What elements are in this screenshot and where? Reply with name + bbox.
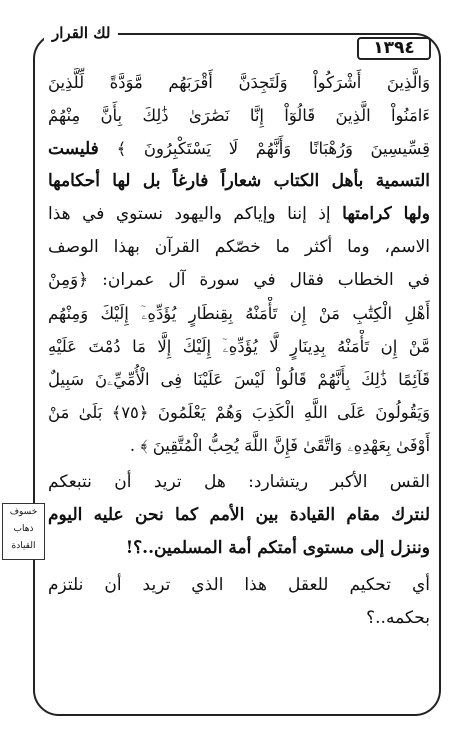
paragraph-line: القس الأكبر ريتشارد: هل تريد أن نتبعكم [48,472,430,492]
verse-text: قِسِّيسِينَ وَرُهْبَانًا وَأَنَّهُمْ لَا يَسْتَكْبِرُونَ ﴾ [116,139,430,158]
page-number: ١٣٩٤ [357,37,431,60]
verse-line: وَيَقُولُونَ عَلَى اللَّهِ الْكَذِبَ وَهُمْ يَعْلَمُونَ ﴿٧٥﴾ بَلَىٰ مَنْ [48,403,430,422]
margin-note-line: خسوف [9,507,38,517]
commentary-text: إذ إننا وإياكم واليهود نستوي في هذا [48,204,331,224]
paragraph-line: لنترك مقام القيادة بين الأمم كما نحن عليه اليوم [48,505,430,525]
commentary-line: الاسم، وما أكثر ما خصّكم القرآن بهذا الوصف [48,237,430,257]
mixed-line [48,198,430,231]
paragraph-line: وننزل إلى مستوى أمتكم أمة المسلمين..؟! [125,538,430,558]
verse-line: أَهْلِ الْكِتَٰبِ مَنْ إِن تَأْمَنْهُ بِقِنطَارٍ يُؤَدِّهِۦٓ إِلَيْكَ وَمِنْهُم [48,304,430,323]
margin-note-line: القيادة [11,541,36,551]
paragraph [48,466,430,565]
verse-line: مَّنْ إِن تَأْمَنْهُ بِدِينَارٍ لَّا يُؤَدِّهِۦٓ إِلَيْكَ إِلَّا مَا دُمْتَ عَلَيْهِ [48,337,430,356]
verse-line: وَالَّذِينَ أَشْرَكُواْ وَلَتَجِدَنَّ أَقْرَبَهُم مَّوَدَّةً لِّلَّذِينَ [48,73,430,92]
verse-line-with-tail [48,132,430,165]
margin-note-line: ذهاب [13,524,34,534]
commentary-line: في الخطاب فقال في سورة آل عمران: ﴿وَمِنْ [48,270,430,290]
verse-line: ءَامَنُواْ الَّذِينَ قَالُوٓاْ إِنَّا نَصَٰرَىٰ ذَٰلِكَ بِأَنَّ مِنْهُمْ [48,106,430,125]
paragraph-line: بحكمه..؟ [366,608,430,628]
margin-note [2,503,45,560]
bold-line: التسمية بأهل الكتاب شعاراً فارغاً بل لها أحكامها [48,171,430,191]
verse-line: أَوْفَىٰ بِعَهْدِهِۦ وَاتَّقَىٰ فَإِنَّ اللَّهَ يُحِبُّ الْمُتَّقِينَ ﴾ . [129,436,430,455]
verse-line: قَآئِمًا ذَٰلِكَ بِأَنَّهُمْ قَالُواْ لَيْسَ عَلَيْنَا فِى الْأُمِّيِّۦنَ سَبِيلٌ [48,370,430,389]
page-content [48,66,430,635]
verse-tail: فليست [48,139,99,159]
paragraph-line: أي تحكيم للعقل هذا الذي تريد أن نلتزم [48,575,430,595]
paragraph [48,569,430,635]
running-header: لك القرار [44,22,118,44]
bold-inline: ولها كرامتها [342,204,430,224]
